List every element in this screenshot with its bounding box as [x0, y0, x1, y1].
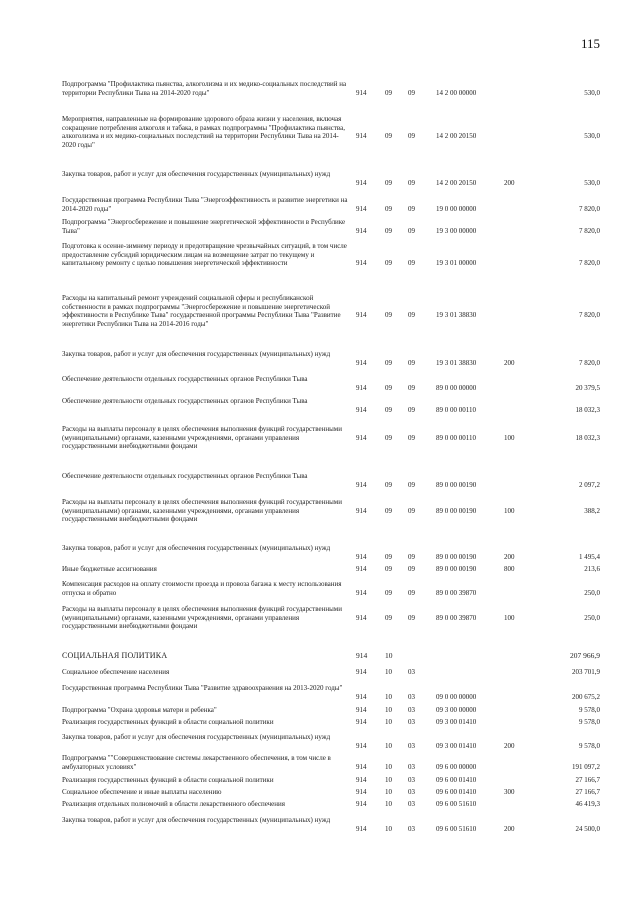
expense-type: 800 [504, 565, 515, 573]
target-article: 09 6 00 51610 [436, 824, 477, 833]
row-description: Компенсация расходов на оплату стоимости проезда и провоза багажа к месту использования отпуска и обратно [62, 580, 342, 597]
target-article: 89 0 00 00190 [436, 480, 477, 489]
row-description: Закупка товаров, работ и услуг для обеспечения государственных (муниципальных) нужд [62, 350, 331, 358]
subsection-code: 09 [408, 204, 415, 213]
admin-code: 914 [356, 788, 367, 796]
subsection-code: 03 [408, 824, 415, 833]
target-article: 09 6 00 01410 [436, 788, 477, 796]
admin-code: 914 [356, 259, 367, 267]
admin-code: 914 [356, 88, 367, 97]
row-description: Государственная программа Республики Тыва "Энергоэффективность и развитие энергетики на 2014-2020 годы" [62, 196, 348, 213]
row-description: Реализация государственных функций в области социальной политики [62, 718, 274, 726]
amount: 18 032,3 [575, 433, 600, 442]
row-description: Подпрограмма "Энергосбережение и повышение энергетической эффективности в Республике Тыва" [62, 218, 346, 235]
admin-code: 914 [356, 718, 367, 726]
target-article: 19 3 01 38830 [436, 358, 477, 367]
amount: 530,0 [584, 132, 600, 140]
admin-code: 914 [356, 405, 367, 414]
admin-code: 914 [356, 800, 367, 808]
expense-type: 200 [504, 741, 515, 750]
subsection-code: 03 [408, 776, 415, 784]
row-description: Обеспечение деятельности отдельных государственных органов Республики Тыва [62, 472, 308, 480]
target-article: 09 6 00 00000 [436, 762, 477, 771]
subsection-code: 09 [408, 588, 415, 597]
subsection-code: 03 [408, 788, 415, 796]
section-code: 09 [385, 433, 392, 442]
target-article: 89 0 00 00110 [436, 405, 476, 414]
row-description: Расходы на капитальный ремонт учреждений социальной сферы и республиканской собственности в рамках подпрограммы "Энергосбережение и повышение энергетической эффективности в Республике Тыва" государственной программы Республики Тыва "Развитие энергетики Республики Тыва на 2014-2016 годы" [62, 294, 341, 328]
amount: 191 097,2 [572, 762, 600, 771]
section-code: 10 [385, 651, 393, 660]
amount: 7 820,0 [579, 204, 600, 213]
target-article: 89 0 00 00000 [436, 383, 477, 392]
amount: 24 500,0 [575, 824, 600, 833]
amount: 530,0 [584, 88, 600, 97]
target-article: 89 0 00 39870 [436, 613, 477, 622]
expense-type: 200 [504, 358, 515, 367]
row-description: Расходы на выплаты персоналу в целях обеспечения выполнения функций государственными (муниципальными) органами, казенными учреждениями, органами управления государственными внебюджетными фондами [62, 425, 342, 450]
target-article: 89 0 00 00190 [436, 506, 477, 515]
amount: 213,6 [584, 565, 600, 573]
admin-code: 914 [356, 692, 367, 701]
amount: 27 166,7 [575, 788, 600, 796]
expense-type: 100 [504, 433, 515, 442]
row-description: СОЦИАЛЬНАЯ ПОЛИТИКА [62, 651, 168, 660]
subsection-code: 09 [408, 433, 415, 442]
admin-code: 914 [356, 132, 367, 140]
page-number: 115 [580, 36, 600, 51]
subsection-code: 03 [408, 800, 415, 808]
target-article: 89 0 00 00110 [436, 433, 476, 442]
admin-code: 914 [356, 651, 368, 660]
section-code: 10 [385, 692, 392, 701]
row-description: Подпрограмма "Профилактика пьянства, алкоголизма и их медико-социальных последствий на территории Республики Тыва на 2014-2020 годы" [62, 80, 347, 97]
expense-type: 200 [504, 178, 515, 187]
admin-code: 914 [356, 226, 367, 235]
section-code: 09 [385, 204, 392, 213]
row-description: Государственная программа Республики Тыва "Развитие здравоохранения на 2013-2020 годы" [62, 684, 343, 692]
amount: 250,0 [584, 588, 600, 597]
subsection-code: 09 [408, 358, 415, 367]
subsection-code: 09 [408, 613, 415, 622]
subsection-code: 09 [408, 178, 415, 187]
amount: 9 578,0 [579, 718, 600, 726]
target-article: 19 0 00 00000 [436, 204, 477, 213]
target-article: 89 0 00 00190 [436, 552, 477, 561]
row-description: Иные бюджетные ассигнования [62, 565, 157, 573]
section-code: 09 [385, 358, 392, 367]
amount: 207 966,9 [570, 651, 600, 660]
section-code: 09 [385, 88, 392, 97]
section-code: 09 [385, 405, 392, 414]
section-code: 10 [385, 824, 392, 833]
target-article: 14 2 00 00000 [436, 88, 477, 97]
subsection-code: 09 [408, 311, 415, 319]
amount: 27 166,7 [575, 776, 600, 784]
admin-code: 914 [356, 506, 367, 515]
subsection-code: 09 [408, 565, 415, 573]
amount: 1 495,4 [579, 552, 600, 561]
target-article: 19 3 01 38830 [436, 311, 477, 319]
subsection-code: 03 [408, 706, 415, 714]
subsection-code: 03 [408, 741, 415, 750]
subsection-code: 03 [408, 762, 415, 771]
admin-code: 914 [356, 824, 367, 833]
subsection-code: 09 [408, 88, 415, 97]
admin-code: 914 [356, 358, 367, 367]
row-description: Подпрограмма ""Совершенствование системы лекарственного обеспечения, в том числе в амбулаторных условиях" [62, 754, 331, 771]
admin-code: 914 [356, 741, 367, 750]
subsection-code: 09 [408, 132, 415, 140]
amount: 20 379,5 [575, 383, 600, 392]
subsection-code: 03 [408, 668, 415, 676]
section-code: 10 [385, 706, 392, 714]
subsection-code: 09 [408, 383, 415, 392]
subsection-code: 09 [408, 552, 415, 561]
section-code: 09 [385, 178, 392, 187]
row-description: Обеспечение деятельности отдельных государственных органов Республики Тыва [62, 375, 308, 383]
row-description: Обеспечение деятельности отдельных государственных органов Республики Тыва [62, 397, 308, 405]
admin-code: 914 [356, 383, 367, 392]
amount: 530,0 [584, 178, 600, 187]
amount: 9 578,0 [579, 741, 600, 750]
section-code: 09 [385, 259, 392, 267]
section-code: 10 [385, 788, 392, 796]
amount: 250,0 [584, 613, 600, 622]
target-article: 09 3 00 00000 [436, 706, 477, 714]
row-description: Реализация отдельных полномочий в области лекарственного обеспечения [62, 800, 285, 808]
amount: 7 820,0 [579, 259, 600, 267]
section-code: 10 [385, 718, 392, 726]
section-code: 10 [385, 668, 392, 676]
section-code: 09 [385, 480, 392, 489]
admin-code: 914 [356, 668, 367, 676]
amount: 9 578,0 [579, 706, 600, 714]
target-article: 09 0 00 00000 [436, 692, 477, 701]
target-article: 89 0 00 39870 [436, 588, 477, 597]
target-article: 14 2 00 20150 [436, 178, 477, 187]
target-article: 14 2 00 20150 [436, 132, 477, 140]
target-article: 19 3 00 00000 [436, 226, 477, 235]
admin-code: 914 [356, 776, 367, 784]
section-code: 09 [385, 132, 392, 140]
section-code: 10 [385, 776, 392, 784]
section-code: 09 [385, 226, 392, 235]
subsection-code: 09 [408, 506, 415, 515]
section-code: 10 [385, 762, 392, 771]
row-description: Социальное обеспечение населения [62, 668, 170, 676]
subsection-code: 09 [408, 480, 415, 489]
row-description: Закупка товаров, работ и услуг для обеспечения государственных (муниципальных) нужд [62, 544, 331, 552]
admin-code: 914 [356, 204, 367, 213]
section-code: 09 [385, 565, 392, 573]
subsection-code: 09 [408, 405, 415, 414]
section-code: 09 [385, 383, 392, 392]
section-code: 09 [385, 506, 392, 515]
admin-code: 914 [356, 762, 367, 771]
admin-code: 914 [356, 178, 367, 187]
admin-code: 914 [356, 588, 367, 597]
section-code: 09 [385, 552, 392, 561]
expense-type: 300 [504, 788, 515, 796]
subsection-code: 09 [408, 226, 415, 235]
row-description: Подготовка к осенне-зимнему периоду и предотвращение чрезвычайных ситуаций, в том числе предоставление субсидий юридическим лицам на возмещение затрат по текущему и капитальному ремонту с целью повышения энергетической эффективности [62, 242, 347, 267]
amount: 203 701,9 [572, 668, 600, 676]
amount: 18 032,3 [575, 405, 600, 414]
expense-type: 200 [504, 552, 515, 561]
amount: 200 675,2 [572, 692, 600, 701]
target-article: 09 3 00 01410 [436, 741, 477, 750]
row-description: Расходы на выплаты персоналу в целях обеспечения выполнения функций государственными (муниципальными) органами, казенными учреждениями, органами управления государственными внебюджетными фондами [62, 498, 342, 523]
amount: 46 419,3 [575, 800, 600, 808]
amount: 388,2 [584, 506, 600, 515]
row-description: Социальное обеспечение и иные выплаты населению [62, 788, 222, 796]
admin-code: 914 [356, 433, 367, 442]
target-article: 09 6 00 01410 [436, 776, 477, 784]
expense-type: 100 [504, 613, 515, 622]
admin-code: 914 [356, 565, 367, 573]
amount: 7 820,0 [579, 226, 600, 235]
admin-code: 914 [356, 480, 367, 489]
target-article: 19 3 01 00000 [436, 259, 477, 267]
section-code: 09 [385, 613, 392, 622]
subsection-code: 03 [408, 692, 415, 701]
subsection-code: 03 [408, 718, 415, 726]
row-description: Реализация государственных функций в области социальной политики [62, 776, 274, 784]
target-article: 09 6 00 51610 [436, 800, 477, 808]
expense-type: 100 [504, 506, 515, 515]
target-article: 09 3 00 01410 [436, 718, 477, 726]
target-article: 89 0 00 00190 [436, 565, 477, 573]
expense-type: 200 [504, 824, 515, 833]
row-description: Закупка товаров, работ и услуг для обеспечения государственных (муниципальных) нужд [62, 170, 331, 178]
admin-code: 914 [356, 552, 367, 561]
section-code: 09 [385, 588, 392, 597]
admin-code: 914 [356, 706, 367, 714]
section-code: 10 [385, 800, 392, 808]
row-description: Закупка товаров, работ и услуг для обеспечения государственных (муниципальных) нужд [62, 816, 331, 824]
subsection-code: 09 [408, 259, 415, 267]
amount: 7 820,0 [579, 311, 600, 319]
row-description: Расходы на выплаты персоналу в целях обеспечения выполнения функций государственными (муниципальными) органами, казенными учреждениями, органами управления государственными внебюджетными фондами [62, 605, 342, 630]
row-description: Закупка товаров, работ и услуг для обеспечения государственных (муниципальных) нужд [62, 733, 331, 741]
row-description: Мероприятия, направленные на формирование здорового образа жизни у населения, включая сокращение потребления алкоголя и табака, в рамках подпрограммы "Профилактика пьянства, алкоголизма и их медико-социальных последствий на территории Республики Тыва на 2014-2020 годы" [62, 115, 345, 149]
amount: 2 097,2 [579, 480, 600, 489]
row-description: Подпрограмма "Охрана здоровья матери и ребенка" [62, 706, 217, 714]
admin-code: 914 [356, 613, 367, 622]
section-code: 09 [385, 311, 392, 319]
amount: 7 820,0 [579, 358, 600, 367]
section-code: 10 [385, 741, 392, 750]
admin-code: 914 [356, 311, 367, 319]
